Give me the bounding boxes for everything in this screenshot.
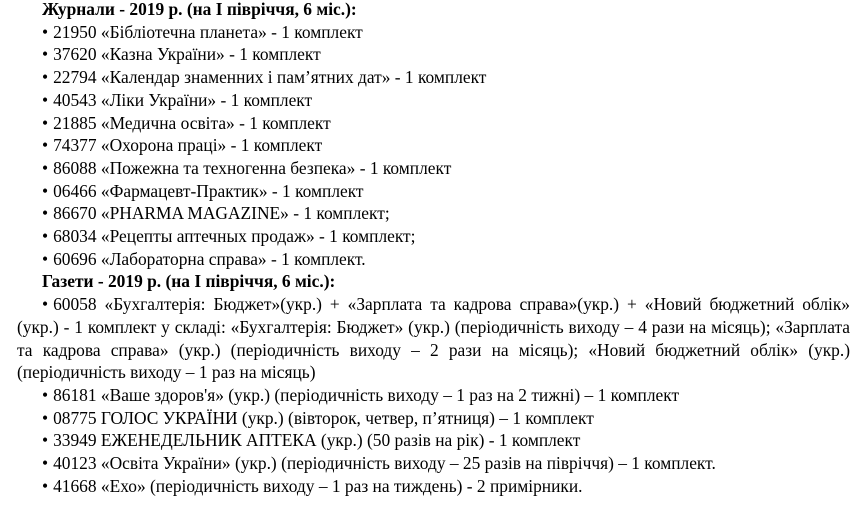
journal-entry: 74377 «Охорона праці» - 1 комплект — [53, 135, 323, 156]
bullet: • — [42, 89, 49, 110]
newspaper-bundle-entry: 60058 «Бухгалтерія: Бюджет»(укр.) + «Зарплата та кадрова справа»(укр.) + «Новий бюджетний облік» (укр.) - 1 комплект у складі: «Бухгалтерія: Бюджет» (укр.) (періодичність виходу – 4 рази на місяць); «Зарплата та кадрова справа» (укр.) (періодичність виходу – 2 рази на місяць); «Новий бюджетний облік» (укр.) (періодичність виходу – 1 раз на місяць) — [17, 294, 850, 383]
journal-entry: 37620 «Казна України» - 1 комплект — [53, 44, 321, 65]
bullet: • — [42, 248, 49, 269]
journals-list — [17, 21, 850, 271]
list-item — [17, 475, 850, 498]
bullet: • — [42, 226, 49, 247]
list-item — [17, 21, 850, 44]
journal-entry: 06466 «Фармацевт-Практик» - 1 комплект — [53, 180, 364, 201]
journal-entry: 40543 «Ліки України» - 1 комплект — [53, 89, 313, 110]
list-item — [17, 248, 850, 271]
journals-heading: Журнали - 2019 р. (на І півріччя, 6 міс.): — [42, 0, 357, 19]
list-item — [17, 202, 850, 225]
newspapers-heading: Газети - 2019 р. (на І півріччя, 6 міс.): — [42, 271, 336, 292]
bullet: • — [42, 44, 49, 65]
bundle-paragraph — [17, 293, 850, 384]
newspaper-entry: 86181 «Ваше здоров'я» (укр.) (періодичність виходу – 1 раз на 2 тижні) – 1 комплект — [53, 384, 680, 405]
list-item — [17, 384, 850, 407]
list-item — [17, 180, 850, 203]
bullet: • — [42, 203, 49, 224]
journal-entry: 60696 «Лабораторна справа» - 1 комплект. — [53, 248, 366, 269]
list-item — [17, 43, 850, 66]
bullet: • — [42, 294, 49, 315]
newspaper-entry: 41668 «Ехо» (періодичність виходу – 1 раз на тиждень) - 2 примірники. — [53, 475, 583, 496]
journal-entry: 21950 «Бібліотечна планета» - 1 комплект — [53, 21, 363, 42]
list-item — [17, 134, 850, 157]
newspaper-entry: 40123 «Освіта України» (укр.) (періодичність виходу – 25 разів на півріччя) – 1 комплект. — [53, 453, 716, 474]
list-item — [17, 112, 850, 135]
bullet: • — [42, 384, 49, 405]
list-item — [17, 429, 850, 452]
journal-entry: 22794 «Календар знаменних і пам’ятних дат» - 1 комплект — [53, 67, 487, 88]
bullet: • — [42, 67, 49, 88]
bullet: • — [42, 112, 49, 133]
bullet: • — [42, 180, 49, 201]
bullet: • — [42, 157, 49, 178]
bullet: • — [42, 453, 49, 474]
list-item — [17, 225, 850, 248]
newspaper-entry: 33949 ЕЖЕНЕДЕЛЬНИК АПТЕКА (укр.) (50 разів на рік) - 1 комплект — [53, 430, 581, 451]
journal-entry: 21885 «Медична освіта» - 1 комплект — [53, 112, 331, 133]
list-item — [17, 452, 850, 475]
journal-entry: 86670 «PHARMA MAGAZINE» - 1 комплект; — [53, 203, 390, 224]
bullet: • — [42, 430, 49, 451]
journal-entry: 68034 «Рецепты аптечных продаж» - 1 комплект; — [53, 226, 416, 247]
list-item — [17, 66, 850, 89]
list-item — [17, 157, 850, 180]
newspapers-list — [17, 293, 850, 497]
journal-entry: 86088 «Пожежна та техногенна безпека» - 1 комплект — [53, 157, 452, 178]
bullet: • — [42, 135, 49, 156]
bullet: • — [42, 475, 49, 496]
list-item — [17, 89, 850, 112]
newspaper-entry: 08775 ГОЛОС УКРАЇНИ (укр.) (вівторок, четвер, п’ятниця) – 1 комплект — [53, 407, 594, 428]
bullet: • — [42, 407, 49, 428]
bullet: • — [42, 21, 49, 42]
list-item — [17, 407, 850, 430]
